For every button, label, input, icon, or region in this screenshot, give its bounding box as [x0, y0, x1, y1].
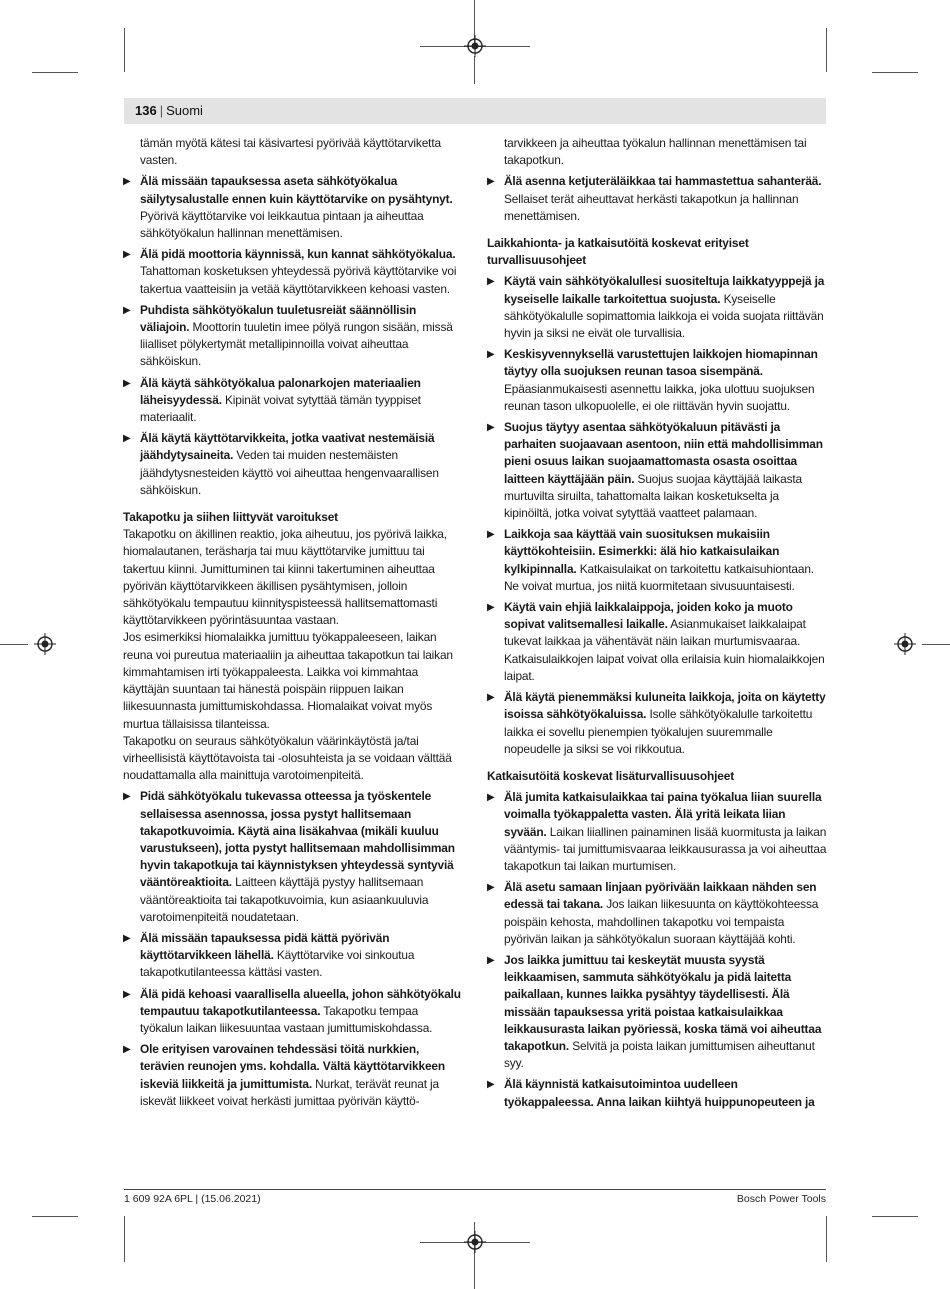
triangle-bullet-icon: ▶ — [487, 529, 495, 541]
right-column — [487, 135, 827, 1111]
triangle-bullet-icon: ▶ — [123, 304, 131, 316]
triangle-bullet-icon: ▶ — [123, 377, 131, 389]
list-item: ▶ Käytä vain sähkötyökalullesi suositeltuja laikkatyyppejä ja kyseiselle laikalle tarkoitettua suojusta. Kyseiselle sähkötyökalulle sopimattomia laikkoja ei voida suojata riittävän hyvin ja siksi ne eivät ole turvallisia. — [487, 274, 825, 341]
crop-mark — [474, 56, 475, 84]
registration-mark-icon — [34, 633, 56, 655]
brand-footer: Bosch Power Tools — [736, 1193, 826, 1205]
list-item: ▶ Pidä sähkötyökalu tukevassa otteessa ja työskentele sellaisessa asennossa, jossa pystyt hallitsemaan takapotkuvoimia. Käytä aina lisäkahvaa (mikäli kuuluu varustukseen), jotta pystyt hallitsemaan mahdollisimman hyvin takapotkuja tai käynnistyksen yhteydessä syntyviä vääntöreaktioita. Laitteen käyttäjä pystyy hallitsemaan vääntöreaktioita tai takapotkuvoimia, kun asiaankuuluvia varotoimenpiteitä noudatetaan. — [123, 789, 455, 924]
triangle-bullet-icon: ▶ — [123, 988, 131, 1000]
triangle-bullet-icon: ▶ — [123, 249, 131, 261]
crop-mark — [826, 28, 827, 72]
registration-mark-icon — [894, 633, 916, 655]
list-item: ▶ Laikkoja saa käyttää vain suosituksen mukaisiin käyttökohteisiin. Esimerkki: älä hio katkaisulaikan kylkipinnalla. Katkaisulaikat on tarkoitettu katkaisuhiontaan. Ne voivat murtua, jos niitä kuormitetaan sivusuuntaisesti. — [487, 527, 814, 593]
crop-mark — [124, 1216, 125, 1262]
list-item: ▶ Älä missään tapauksessa pidä kättä pyörivän käyttötarvikkeen lähellä. Käyttötarvike voi sinkoutua takapotkutilanteessa kättäsi vasten. — [123, 930, 415, 980]
section-heading: Katkaisutöitä koskevat lisäturvallisuusohjeet — [487, 768, 735, 783]
crop-mark — [124, 28, 125, 72]
crop-mark — [872, 72, 918, 73]
triangle-bullet-icon: ▶ — [487, 1079, 495, 1091]
crop-mark — [826, 1216, 827, 1262]
crop-mark — [872, 1216, 918, 1217]
list-item: ▶ Älä pidä kehoasi vaarallisella alueella, johon sähkötyökalu tempautuu takapotkutilanteessa. Takapotku tempaa työkalun laikan liikesuuntaa vastaan jumittumiskohdassa. — [123, 986, 461, 1035]
triangle-bullet-icon: ▶ — [487, 692, 495, 704]
triangle-bullet-icon: ▶ — [487, 792, 495, 804]
safety-bullet-list — [487, 789, 827, 1111]
triangle-bullet-icon: ▶ — [487, 422, 495, 434]
triangle-bullet-icon: ▶ — [487, 954, 495, 966]
list-item: ▶ Älä missään tapauksessa aseta sähkötyökalua säilytysalustalle ennen kuin käyttötarvike on pysähtynyt. Pyörivä käyttötarvike voi leikkautua pintaan ja aiheuttaa sähkötyökalun hallinnan menettämisen. — [123, 174, 453, 241]
list-item: ▶ Älä käytä sähkötyökalua palonarkojen materiaalien läheisyydessä. Kipinät voivat sytyttää tämän tyyppiset materiaalit. — [123, 375, 421, 425]
crop-mark — [32, 72, 78, 73]
intro-paragraph: tämän myötä kätesi tai käsivartesi pyörivää käyttötarviketta vasten. — [140, 136, 441, 168]
registration-mark-icon — [464, 1231, 486, 1253]
triangle-bullet-icon: ▶ — [123, 791, 131, 803]
footer-divider — [124, 1189, 826, 1190]
list-item: ▶ Älä käynnistä katkaisutoimintoa uudelleen työkappaleessa. Anna laikan kiihtyä huippunopeuteen ja — [487, 1077, 815, 1109]
body-paragraph: Takapotku on seuraus sähkötyökalun väärinkäytöstä ja/tai virheellisistä käyttötavoista tai -olosuhteista ja se voidaan välttää noudattamalla alla mainittuja varotoimenpiteitä. — [123, 733, 452, 783]
list-item: ▶ Käytä vain ehjiä laikkalaippoja, joiden koko ja muoto sopivat valitsemallesi laikalle. Asianmukaiset laikkalaipat tukevat laikkaa ja vähentävät näin laikan murtumisvaaraa. Katkaisulaikkojen laipat voivat olla erilaisia kuin hiomalaikkojen laipat. — [487, 600, 825, 683]
triangle-bullet-icon: ▶ — [123, 176, 131, 188]
body-paragraph: Takapotku on äkillinen reaktio, joka aiheutuu, jos pyörivä laikka, hiomalautanen, teräsharja tai muu käyttötarvike jumittuu tai takertuu kiinni. Jumittuminen tai kiinni takertuminen aiheuttaa pyörivän käyttötarvikkeen äkillisen pysähtymisen, jolloin sähkötyökalu tempautuu kiinnityspisteessä hallitsemattomasti käyttötarvikkeen pyörintäsuuntaa vastaan. — [123, 527, 447, 628]
list-item: ▶ Älä jumita katkaisulaikkaa tai paina työkalua liian suurella voimalla työkappaletta vasten. Älä yritä leikata liian syvään. Laikan liiallinen painaminen lisää kuormitusta ja laikan vääntymis- tai jumittumisvaaraa leikkausurassa ja voi aiheuttaa takapotkun tai laikan murtumisen. — [487, 790, 827, 873]
triangle-bullet-icon: ▶ — [123, 1044, 131, 1056]
list-item: ▶ Keskisyvennyksellä varustettujen laikkojen hiomapinnan täytyy olla suojuksen reunan tasoa sisempänä. Epäasianmukaisesti asennettu laikka, joka ulottuu suojuksen reunan tason ulkopuolelle, ei ole riittävän hyvin suojattu. — [487, 347, 818, 413]
triangle-bullet-icon: ▶ — [487, 176, 495, 188]
safety-bullet-list — [123, 173, 463, 499]
page-header-bar — [124, 98, 826, 124]
triangle-bullet-icon: ▶ — [487, 882, 495, 894]
triangle-bullet-icon: ▶ — [123, 932, 131, 944]
triangle-bullet-icon: ▶ — [487, 276, 495, 288]
list-item: ▶ Älä käytä pienemmäksi kuluneita laikkoja, joita on käytetty isoissa sähkötyökaluissa. Isolle sähkötyökalulle tarkoitettu laikka ei sovellu pienempien työkalujen suuremmalle nopeudelle ja siksi se voi rikkoutua. — [487, 690, 826, 756]
section-language: Suomi — [166, 103, 203, 118]
left-column — [123, 135, 463, 1110]
crop-mark — [922, 644, 950, 645]
safety-bullet-list — [487, 273, 827, 757]
page-number: 136 — [135, 103, 157, 118]
document-code: 1 609 92A 6PL | (15.06.2021) — [124, 1193, 261, 1205]
crop-mark — [32, 1216, 78, 1217]
triangle-bullet-icon: ▶ — [123, 433, 131, 445]
list-item: ▶ Puhdista sähkötyökalun tuuletusreiät säännöllisin väliajoin. Moottorin tuuletin imee pölyä rungon sisään, missä liialliset pölykertymät metallipinnoilla voivat aiheuttaa sähköiskun. — [123, 302, 453, 369]
continuation-paragraph: tarvikkeen ja aiheuttaa työkalun hallinnan menettämisen tai takapotkun. — [504, 136, 807, 168]
list-item: ▶ Älä käytä käyttötarvikkeita, jotka vaativat nestemäisiä jäähdytysaineita. Veden tai muiden nestemäisten jäähdytysnesteiden käyttö voi aiheuttaa hengenvaarallisen sähköiskun. — [123, 431, 439, 497]
section-heading: Laikkahionta- ja katkaisutöitä koskevat erityiset turvallisuusohjeet — [487, 236, 749, 268]
body-paragraph: Jos esimerkiksi hiomalaikka jumittuu työkappaleeseen, laikan reuna voi pureutua materiaaliin ja aiheuttaa takapotkun tai laikan kimmahtamisen irti työkappaleesta. Laikka voi kimmahtaa käyttäjän suuntaan tai hänestä poispäin riippuen laikan liikesuunnasta jumittumiskohdassa. Hiomalaikat voivat myös murtua tällaisissa tilanteissa. — [123, 630, 453, 731]
list-item: ▶ Ole erityisen varovainen tehdessäsi töitä nurkkien, terävien reunojen yms. kohdalla. Vältä käyttötarvikkeen iskeviä liikkeitä ja jumittumista. Nurkat, terävät reunat ja iskevät liikkeet voivat herkästi jumittaa pyörivän käyttö- — [123, 1042, 446, 1108]
list-item: ▶ Älä pidä moottoria käynnissä, kun kannat sähkötyökalua. Tahattoman kosketuksen yhteydessä pyörivä käyttötarvike voi takertua vaatteisiin ja vetää käyttötarvikkeen kehoasi vasten. — [123, 247, 457, 296]
list-item: ▶ Älä asetu samaan linjaan pyörivään laikkaan nähden sen edessä tai takana. Jos laikan liikesuunta on käyttökohteessa poispäin kehosta, mahdollinen takapotku voi tempaista pyörivän laikan ja sähkötyökalun suoraan käyttäjää kohti. — [487, 880, 819, 946]
list-item: ▶ Suojus täytyy asentaa sähkötyökaluun pitävästi ja parhaiten suojaavaan asentoon, niin että mahdollisimman pieni osuus laikan suojaamattomasta osasta osoittaa laitteen käyttäjään päin. Suojus suojaa käyttäjää laikasta murtuvilta siruilta, tahattomalta laikan kosketukselta ja kipinöiltä, jotka voivat sytyttää vaatteet palamaan. — [487, 420, 823, 521]
section-heading: Takapotku ja siihen liittyvät varoitukset — [123, 510, 338, 525]
safety-bullet-list — [123, 788, 463, 1110]
list-item: ▶ Jos laikka jumittuu tai keskeytät muusta syystä leikkaamisen, sammuta sähkötyökalu ja pidä laitetta paikallaan, kunnes laikka pysähtyy täydellisesti. Älä missään tapauksessa yritä poistaa katkaisulaikkaa leikkausurasta laikan pyöriessä, koska tämä voi aiheuttaa takapotkun. Selvitä ja poista laikan jumittumisen aiheuttanut syy. — [487, 952, 822, 1071]
registration-mark-icon — [464, 35, 486, 57]
triangle-bullet-icon: ▶ — [487, 602, 495, 614]
page-header: 136 | Suomi — [135, 103, 203, 118]
list-item: ▶ Älä asenna ketjuteräläikkaa tai hammastettua sahanterää. Sellaiset terät aiheuttavat herkästi takapotkun ja hallinnan menettämisen. — [487, 174, 822, 223]
crop-mark — [0, 644, 28, 645]
triangle-bullet-icon: ▶ — [487, 349, 495, 361]
